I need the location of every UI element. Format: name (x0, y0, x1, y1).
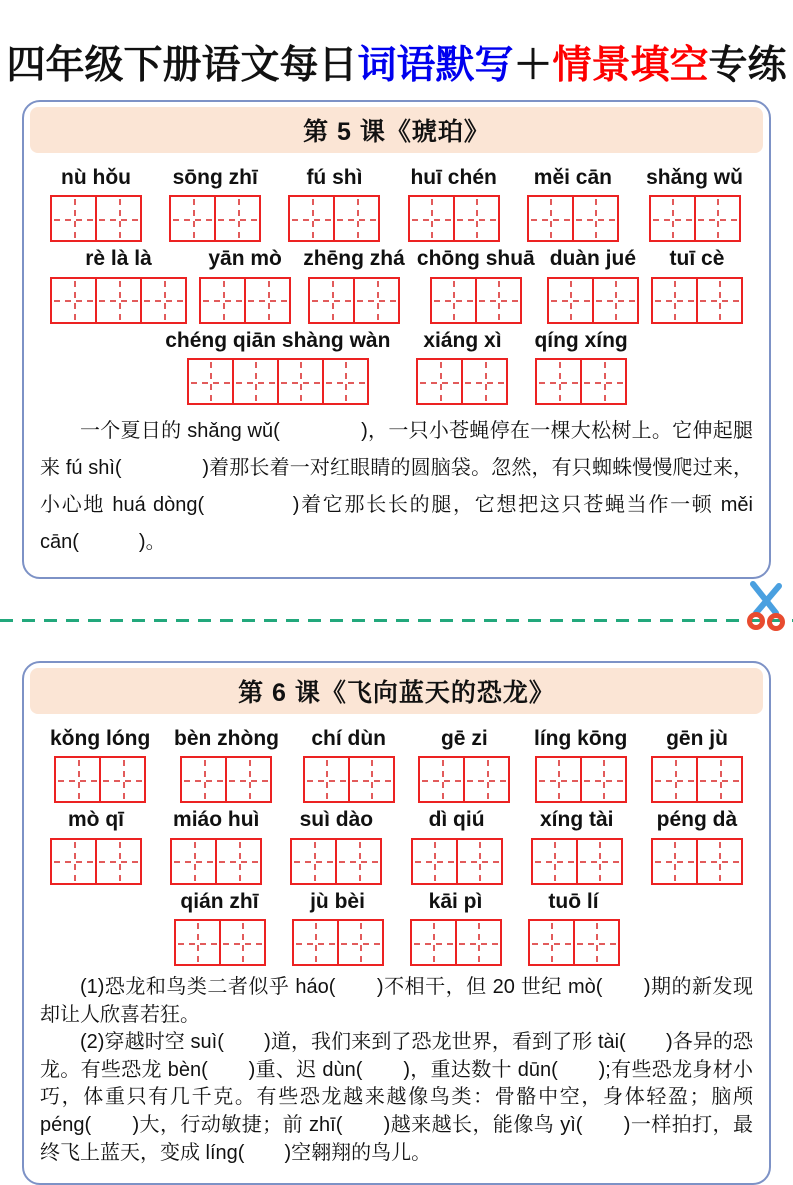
writing-cell (592, 277, 639, 324)
writing-cell (580, 358, 627, 405)
pinyin-row-2 (24, 245, 769, 323)
word-group (528, 888, 620, 966)
word-group (410, 888, 502, 966)
fill-in-paragraph-2: (2)穿越时空 suì( )道，我们来到了恐龙世界，看到了形 tài( )各异的恐龙。有些恐龙 bèn( )重、迟 dùn( )，重达数十 dūn( );有些恐龙身材小巧，体重只有几千克。有些恐龙越来越像鸟类：骨骼中空，身体轻盈；脑颅 péng( )大，行动敏捷；前 zhī( )越来越长，能像鸟 yì( )一样拍打，最终飞上蓝天，变成 líng( )空翱翔的鸟儿。 (40, 1031, 753, 1164)
word-group (199, 245, 291, 323)
writing-cell (225, 756, 272, 803)
writing-cell (572, 195, 619, 242)
writing-cell (303, 756, 350, 803)
writing-cell (408, 195, 455, 242)
writing-cell (174, 919, 221, 966)
writing-grid (651, 277, 743, 324)
pinyin-label: miáo huì (173, 808, 260, 832)
writing-cell (169, 195, 216, 242)
writing-cell (337, 919, 384, 966)
writing-cell (418, 756, 465, 803)
writing-cell (475, 277, 522, 324)
pinyin-label: suì dào (299, 808, 374, 832)
fill-in-paragraph-1: (1)恐龙和鸟类二者似乎 háo( )不相干，但 20 世纪 mò( )期的新发现却让人欣喜若狂。 (40, 976, 753, 1026)
pinyin-label: dì qiú (428, 808, 485, 832)
writing-cell (214, 195, 261, 242)
writing-grid (303, 756, 395, 803)
writing-cell (649, 195, 696, 242)
writing-cell (416, 358, 463, 405)
pinyin-label: fú shì (306, 166, 363, 189)
writing-cell (333, 195, 380, 242)
writing-cell (410, 919, 457, 966)
writing-cell (461, 358, 508, 405)
writing-cell (50, 195, 97, 242)
pinyin-label: kāi pì (428, 889, 483, 913)
writing-cell (232, 358, 279, 405)
pinyin-label: mò qī (68, 808, 124, 832)
writing-cell (696, 838, 743, 885)
writing-cell (696, 277, 743, 324)
writing-cell (527, 195, 574, 242)
lesson-6-card (22, 661, 771, 1185)
title-part-black-2: 专练 (708, 44, 787, 87)
writing-cell (411, 838, 458, 885)
writing-cell (308, 277, 355, 324)
pinyin-label: qíng xíng (534, 328, 628, 352)
title-part-plus: ＋ (513, 44, 553, 87)
writing-cell (290, 838, 337, 885)
scissors-icon (743, 579, 789, 633)
writing-grid (528, 919, 620, 966)
word-group (547, 245, 639, 323)
pinyin-label: tuī cè (669, 247, 725, 271)
pinyin-row-3 (24, 327, 769, 405)
writing-cell (547, 277, 594, 324)
word-group (651, 725, 743, 803)
writing-grid (547, 277, 639, 324)
writing-cell (180, 756, 227, 803)
pinyin-label: chí dùn (311, 727, 386, 751)
writing-grid (308, 277, 400, 324)
word-group (288, 164, 380, 242)
pinyin-row-1 (24, 164, 769, 242)
writing-cell (453, 195, 500, 242)
writing-cell (140, 277, 187, 324)
title-part-red: 情景填空 (552, 44, 709, 87)
cut-dashed-line (0, 619, 793, 622)
writing-grid (169, 195, 261, 242)
writing-cell (215, 838, 262, 885)
word-group (303, 725, 395, 803)
writing-grid (187, 358, 369, 405)
pinyin-row-3 (24, 888, 769, 966)
writing-grid (170, 838, 262, 885)
pinyin-label: qián zhī (180, 889, 259, 913)
writing-grid (410, 919, 502, 966)
page-title (0, 0, 793, 90)
word-group (50, 806, 142, 884)
pinyin-label: tuō lí (548, 889, 599, 913)
pinyin-label: nù hǒu (61, 166, 131, 189)
writing-cell (170, 838, 217, 885)
writing-cell (54, 756, 101, 803)
pinyin-label: měi cān (533, 166, 612, 189)
writing-cell (244, 277, 291, 324)
writing-grid (288, 195, 380, 242)
word-group (50, 164, 142, 242)
pinyin-label: kǒng lóng (50, 727, 151, 751)
writing-grid (418, 756, 510, 803)
lesson-5-card (22, 100, 771, 579)
pinyin-label: duàn jué (549, 247, 637, 271)
writing-cell (580, 756, 627, 803)
lesson-6-pinyin-rows (24, 714, 769, 966)
lesson-5-paragraphs (40, 413, 753, 561)
writing-grid (416, 358, 508, 405)
word-group (50, 245, 187, 323)
word-group (651, 245, 743, 323)
writing-cell (199, 277, 246, 324)
writing-cell (322, 358, 369, 405)
writing-cell (348, 756, 395, 803)
word-group (174, 725, 279, 803)
writing-grid (290, 838, 382, 885)
writing-cell (292, 919, 339, 966)
word-group (417, 245, 535, 323)
pinyin-label: chōng shuā (416, 247, 535, 271)
writing-grid (50, 195, 142, 242)
pinyin-label: huī chén (410, 166, 497, 189)
writing-grid (430, 277, 522, 324)
word-group (290, 806, 382, 884)
word-group (527, 164, 619, 242)
writing-grid (199, 277, 291, 324)
writing-grid (180, 756, 272, 803)
writing-cell (651, 838, 698, 885)
lesson-6-header: 第 6 课《飞向蓝天的恐龙》 (30, 668, 763, 714)
word-group (411, 806, 503, 884)
word-group (531, 806, 623, 884)
writing-grid (50, 277, 187, 324)
pinyin-label: gēn jù (666, 727, 728, 751)
pinyin-row-2 (24, 806, 769, 884)
pinyin-label: shǎng wǔ (646, 166, 743, 189)
writing-cell (288, 195, 335, 242)
pinyin-label: yān mò (208, 247, 282, 271)
word-group (416, 327, 508, 405)
writing-grid (411, 838, 503, 885)
writing-cell (430, 277, 477, 324)
writing-grid (531, 838, 623, 885)
writing-cell (528, 919, 575, 966)
word-group (303, 245, 405, 323)
writing-grid (50, 838, 142, 885)
word-group (170, 806, 262, 884)
pinyin-label: rè là là (85, 247, 152, 271)
writing-cell (50, 838, 97, 885)
pinyin-label: chéng qiān shàng wàn (165, 328, 391, 352)
writing-cell (696, 756, 743, 803)
writing-grid (535, 358, 627, 405)
writing-grid (174, 919, 266, 966)
writing-cell (531, 838, 578, 885)
pinyin-label: bèn zhòng (174, 727, 279, 751)
word-group (651, 806, 743, 884)
writing-cell (95, 838, 142, 885)
pinyin-label: xiáng xì (423, 328, 502, 352)
word-group (418, 725, 510, 803)
writing-cell (694, 195, 741, 242)
writing-cell (95, 277, 142, 324)
writing-grid (649, 195, 741, 242)
cut-line-row (0, 579, 793, 651)
lesson-6-paragraphs (40, 974, 753, 1167)
writing-grid (535, 756, 627, 803)
writing-cell (99, 756, 146, 803)
pinyin-label: líng kōng (534, 727, 628, 751)
pinyin-label: péng dà (656, 808, 738, 832)
writing-cell (651, 756, 698, 803)
word-group (50, 725, 150, 803)
writing-cell (455, 919, 502, 966)
writing-cell (353, 277, 400, 324)
pinyin-label: xíng tài (539, 808, 614, 832)
writing-cell (463, 756, 510, 803)
lesson-5-pinyin-rows (24, 153, 769, 405)
fill-in-paragraph-1: 一个夏日的 shǎng wǔ( )，一只小苍蝇停在一棵大松树上。它伸起腿来 fú shì( )着那长着一对红眼睛的圆脑袋。忽然，有只蜘蛛慢慢爬过来，小心地 huá dòng( )着它那长长的腿，它想把这只苍蝇当作一顿 měi cān( )。 (40, 420, 753, 554)
pinyin-label: jù bèi (310, 889, 365, 913)
word-group (165, 327, 390, 405)
writing-grid (408, 195, 500, 242)
word-group (292, 888, 384, 966)
writing-grid (651, 838, 743, 885)
writing-grid (292, 919, 384, 966)
writing-cell (535, 756, 582, 803)
writing-cell (277, 358, 324, 405)
writing-cell (651, 277, 698, 324)
writing-cell (456, 838, 503, 885)
writing-grid (651, 756, 743, 803)
writing-cell (219, 919, 266, 966)
pinyin-label: zhēng zhá (303, 247, 405, 271)
pinyin-label: gē zi (440, 727, 488, 751)
word-group (646, 164, 743, 242)
word-group (534, 327, 627, 405)
writing-cell (576, 838, 623, 885)
title-part-blue: 词语默写 (357, 44, 514, 87)
title-part-black-1: 四年级下册语文每日 (6, 44, 358, 87)
writing-cell (50, 277, 97, 324)
writing-grid (54, 756, 146, 803)
pinyin-row-1 (24, 725, 769, 803)
writing-cell (187, 358, 234, 405)
word-group (174, 888, 266, 966)
writing-cell (335, 838, 382, 885)
writing-cell (573, 919, 620, 966)
writing-cell (95, 195, 142, 242)
pinyin-label: sōng zhī (172, 166, 258, 189)
writing-grid (527, 195, 619, 242)
word-group (408, 164, 500, 242)
word-group (169, 164, 261, 242)
writing-cell (535, 358, 582, 405)
lesson-5-header: 第 5 课《琥珀》 (30, 107, 763, 153)
word-group (534, 725, 627, 803)
